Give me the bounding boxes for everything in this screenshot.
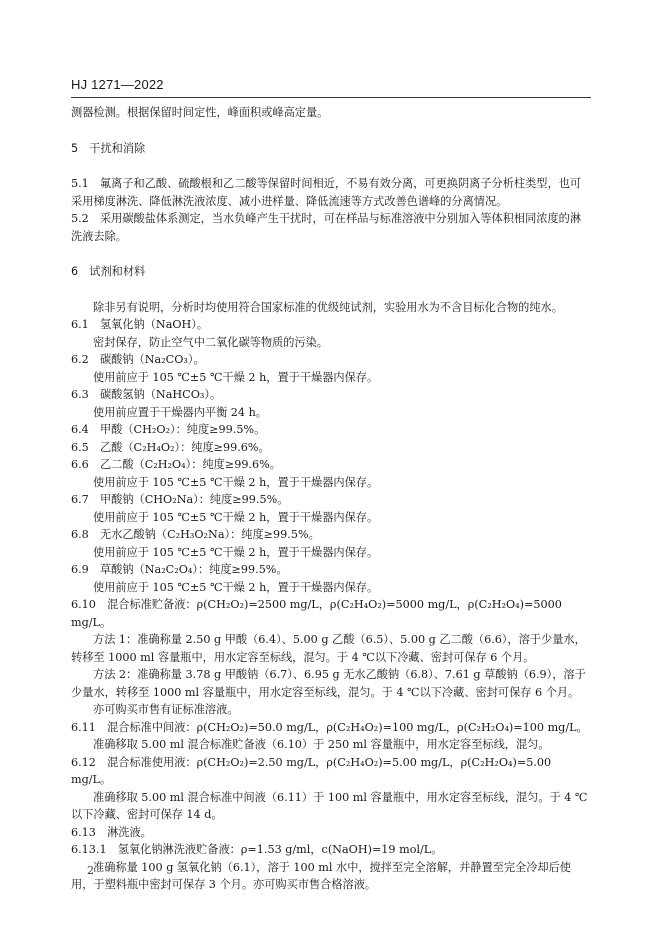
clause-6-6: 6.6 乙二酸（C₂H₂O₄）：纯度≥99.6%。 xyxy=(71,458,281,471)
clause-6-11-note: 准确移取 5.00 ml 混合标准贮备液（6.10）于 250 ml 容量瓶中，用水定容至标线，混匀。 xyxy=(93,738,550,751)
clause-6-1: 6.1 氢氧化钠（NaOH）。 xyxy=(71,318,209,331)
clause-6-4: 6.4 甲酸（CH₂O₂）：纯度≥99.5%。 xyxy=(71,423,266,436)
clause-6-10-method-2: 方法 2：准确称量 3.78 g 甲酸钠（6.7）、6.95 g 无水乙酸钠（6.8）、7.61 g 草酸钠（6.9），溶于少量水，转移至 1000 ml 容量瓶中，用水定容至标线，混匀。于 4 ℃以下冷藏、密封可保存 6 个月。 xyxy=(71,668,586,699)
clause-6-13-1: 6.13.1 氢氧化钠淋洗液贮备液：ρ=1.53 g/ml，c(NaOH)=19 mol/L。 xyxy=(71,843,443,856)
clause-6-2-note: 使用前应于 105 ℃±5 ℃干燥 2 h，置于干燥器内保存。 xyxy=(93,370,379,384)
section-5-heading: 5 干扰和消除 xyxy=(71,141,146,155)
clause-6-8-note: 使用前应于 105 ℃±5 ℃干燥 2 h，置于干燥器内保存。 xyxy=(93,545,379,559)
page-number: 2 xyxy=(87,864,94,877)
clause-6-6-note: 使用前应于 105 ℃±5 ℃干燥 2 h，置于干燥器内保存。 xyxy=(93,475,379,489)
clause-6-7-note: 使用前应于 105 ℃±5 ℃干燥 2 h，置于干燥器内保存。 xyxy=(93,510,379,524)
clause-6-5: 6.5 乙酸（C₂H₄O₂）：纯度≥99.6%。 xyxy=(71,440,270,454)
clause-6-3: 6.3 碳酸氢钠（NaHCO₃）。 xyxy=(71,388,222,401)
clause-6-3-note: 使用前应置于干燥器内平衡 24 h。 xyxy=(93,405,267,419)
clause-6-2: 6.2 碳酸钠（Na₂CO₃）。 xyxy=(71,353,205,366)
clause-6-10-method-1: 方法 1：准确称量 2.50 g 甲酸（6.4）、5.00 g 乙酸（6.5）、5.00 g 乙二酸（6.6），溶于少量水，转移至 1000 ml 容量瓶中，用水定容至标线，混匀。于 4 ℃以下冷藏、密封可保存 6 个月。 xyxy=(71,633,586,664)
clause-6-7: 6.7 甲酸钠（CHO₂Na）：纯度≥99.5%。 xyxy=(71,493,289,506)
clause-6-11: 6.11 混合标准中间液：ρ(CH₂O₂)=50.0 mg/L，ρ(C₂H₄O₂)=100 mg/L，ρ(C₂H₂O₄)=100 mg/L。 xyxy=(71,720,588,734)
document-body xyxy=(71,104,591,894)
header-rule xyxy=(71,97,591,98)
clause-6-9-note: 使用前应于 105 ℃±5 ℃干燥 2 h，置于干燥器内保存。 xyxy=(93,580,379,594)
clause-6-8: 6.8 无水乙酸钠（C₂H₃O₂Na）：纯度≥99.5%。 xyxy=(71,528,320,541)
clause-5-2: 5.2 采用碳酸盐体系测定，当水负峰产生干扰时，可在样品与标准溶液中分别加入等体积相同浓度的淋洗液去除。 xyxy=(71,212,582,243)
document-code-header: HJ 1271—2022 xyxy=(71,77,164,92)
clause-6-12: 6.12 混合标准使用液：ρ(CH₂O₂)=2.50 mg/L，ρ(C₂H₄O₂)=5.00 mg/L，ρ(C₂H₂O₄)=5.00 mg/L。 xyxy=(71,755,552,786)
clause-6-13: 6.13 淋洗液。 xyxy=(71,825,152,839)
paragraph-intro-continuation: 测器检测。根据保留时间定性，峰面积或峰高定量。 xyxy=(71,106,329,119)
section-6-intro: 除非另有说明，分析时均使用符合国家标准的优级纯试剂，实验用水为不含目标化合物的纯水。 xyxy=(93,300,563,314)
clause-6-9: 6.9 草酸钠（Na₂C₂O₄）：纯度≥99.5%。 xyxy=(71,563,288,576)
section-6-heading: 6 试剂和材料 xyxy=(71,265,146,278)
clause-6-10-note: 亦可购买市售有证标准溶液。 xyxy=(93,703,239,716)
clause-6-10: 6.10 混合标准贮备液：ρ(CH₂O₂)=2500 mg/L，ρ(C₂H₄O₂)=5000 mg/L，ρ(C₂H₂O₄)=5000 mg/L。 xyxy=(71,598,562,629)
clause-5-1: 5.1 氟离子和乙酸、硫酸根和乙二酸等保留时间相近，不易有效分离，可更换阴离子分析柱类型，也可采用梯度淋洗、降低淋洗液浓度、减小进样量、降低流速等方式改善色谱峰的分离情况。 xyxy=(71,177,582,208)
clause-6-12-note: 准确移取 5.00 ml 混合标准中间液（6.11）于 100 ml 容量瓶中，用水定容至标线，混匀。于 4 ℃以下冷藏、密封可保存 14 d。 xyxy=(71,790,588,821)
clause-6-13-1-note: 准确称量 100 g 氢氧化钠（6.1），溶于 100 ml 水中，搅拌至完全溶解，并静置至完全冷却后使用，于塑料瓶中密封可保存 3 个月。亦可购买市售合格溶液。 xyxy=(71,860,571,891)
clause-6-1-note: 密封保存，防止空气中二氧化碳等物质的污染。 xyxy=(93,335,328,349)
